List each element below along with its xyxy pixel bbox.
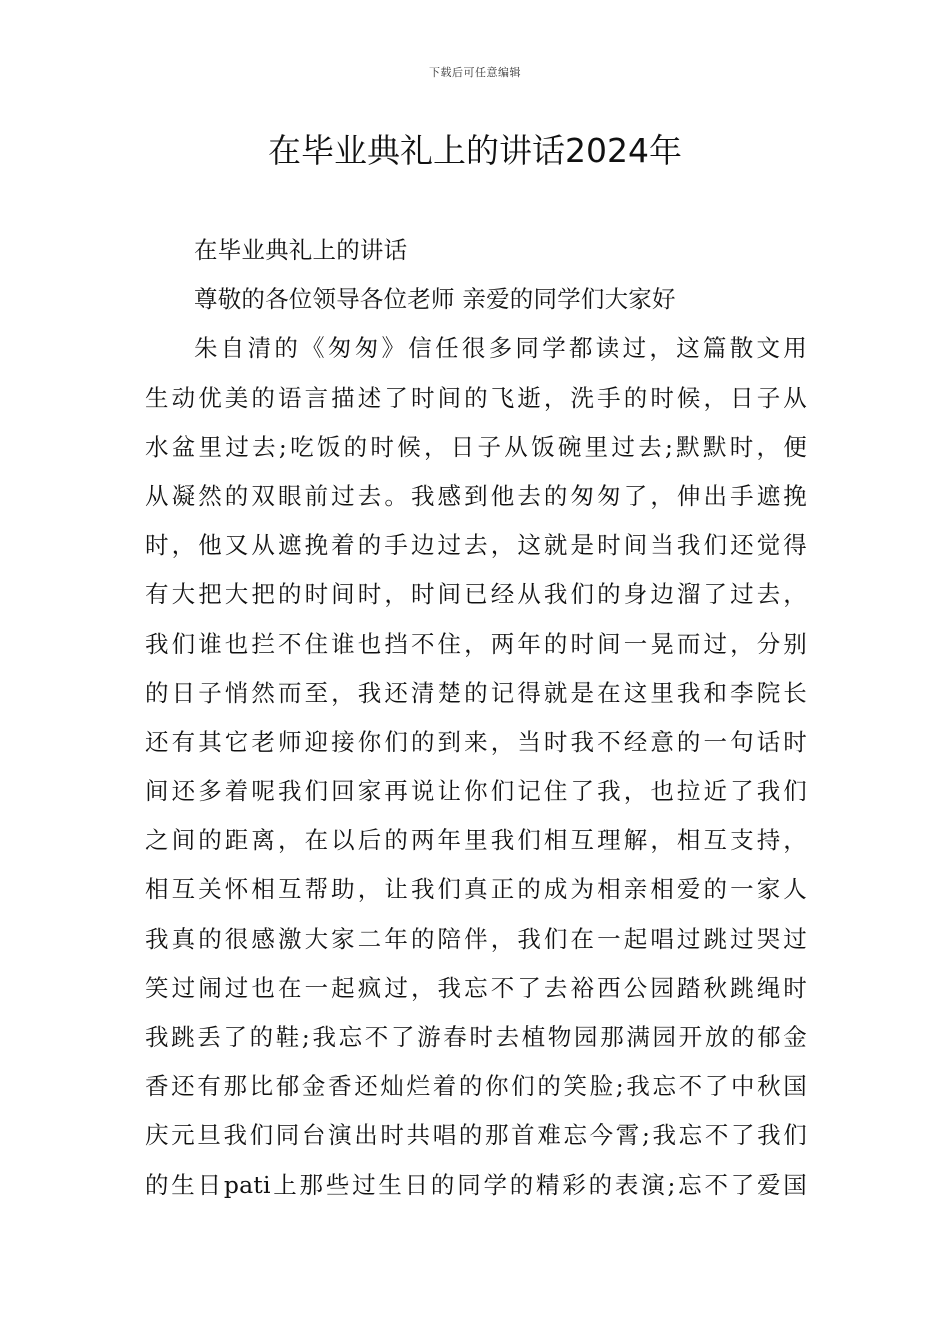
paragraph-line: 间还多着呢我们回家再说让你们记住了我，也拉近了我们 bbox=[145, 777, 807, 806]
paragraph-line: 的生日pati上那些过生日的同学的精彩的表演;忘不了爱国 bbox=[145, 1170, 807, 1199]
paragraph-line: 生动优美的语言描述了时间的飞逝，洗手的时候，日子从 bbox=[145, 383, 807, 412]
paragraph-line: 我跳丢了的鞋;我忘不了游春时去植物园那满园开放的郁金 bbox=[145, 1023, 807, 1051]
paragraph-line: 我们谁也拦不住谁也挡不住，两年的时间一晃而过，分别 bbox=[145, 629, 807, 658]
paragraph-line: 朱自清的《匆匆》信任很多同学都读过，这篇散文用 bbox=[194, 334, 807, 363]
paragraph-line: 在毕业典礼上的讲话 bbox=[194, 236, 408, 264]
document-body bbox=[145, 226, 807, 1210]
paragraph-line: 庆元旦我们同台演出时共唱的那首难忘今霄;我忘不了我们 bbox=[145, 1121, 807, 1150]
paragraph-line: 水盆里过去;吃饭的时候，日子从饭碗里过去;默默时，便 bbox=[145, 432, 807, 461]
paragraph-line: 尊敬的各位领导各位老师 亲爱的同学们大家好 bbox=[194, 285, 676, 314]
paragraph-line: 有大把大把的时间时，时间已经从我们的身边溜了过去， bbox=[145, 580, 807, 609]
document-title: 在毕业典礼上的讲话2024年 bbox=[268, 131, 682, 170]
paragraph-line: 我真的很感激大家二年的陪伴，我们在一起唱过跳过哭过 bbox=[145, 924, 807, 953]
paragraph-line: 之间的距离，在以后的两年里我们相互理解，相互支持， bbox=[145, 826, 807, 855]
paragraph-line: 的日子悄然而至，我还清楚的记得就是在这里我和李院长 bbox=[145, 678, 807, 707]
header-note: 下载后可任意编辑 bbox=[429, 66, 521, 79]
paragraph-line: 相互关怀相互帮助，让我们真正的成为相亲相爱的一家人 bbox=[145, 875, 807, 904]
paragraph-line: 还有其它老师迎接你们的到来，当时我不经意的一句话时 bbox=[145, 727, 807, 756]
paragraph-line: 香还有那比郁金香还灿烂着的你们的笑脸;我忘不了中秋国 bbox=[145, 1072, 807, 1101]
paragraph-line: 时，他又从遮挽着的手边过去，这就是时间当我们还觉得 bbox=[145, 531, 807, 560]
paragraph-line: 从凝然的双眼前过去。我感到他去的匆匆了，伸出手遮挽 bbox=[145, 481, 807, 510]
paragraph-line: 笑过闹过也在一起疯过，我忘不了去裕西公园踏秋跳绳时 bbox=[145, 973, 807, 1002]
